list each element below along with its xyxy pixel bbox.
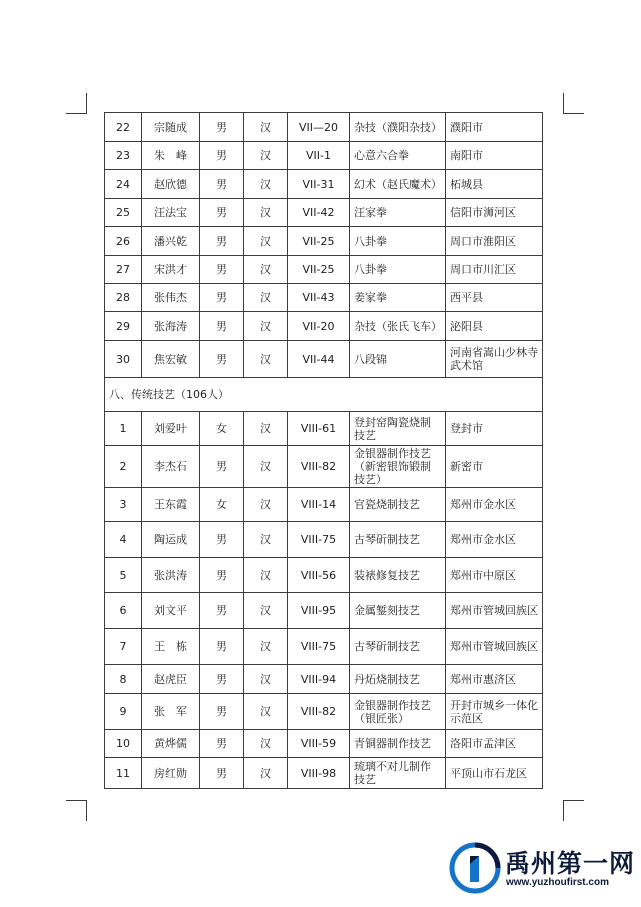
table-row bbox=[105, 312, 543, 341]
ethnicity-cell: 汉 bbox=[244, 665, 288, 694]
table-row bbox=[105, 412, 543, 446]
table-row bbox=[105, 113, 543, 142]
table-row bbox=[105, 341, 543, 378]
inheritor-name-cell: 王 栋 bbox=[142, 629, 200, 665]
inheritor-name-cell: 王东霞 bbox=[142, 488, 200, 522]
region-cell: 周口市川汇区 bbox=[446, 256, 543, 284]
inheritor-name-cell: 张洪涛 bbox=[142, 558, 200, 593]
item-code-cell: VIII-95 bbox=[288, 593, 350, 629]
item-code-cell: VII-42 bbox=[288, 199, 350, 227]
gender-cell: 男 bbox=[200, 593, 244, 629]
table-body-traditional-crafts bbox=[105, 412, 543, 789]
project-name-cell: 心意六合拳 bbox=[350, 142, 446, 170]
item-code-cell: VIII-75 bbox=[288, 629, 350, 665]
item-code-cell: VII-44 bbox=[288, 341, 350, 378]
row-number-cell: 23 bbox=[105, 142, 142, 170]
row-number-cell: 11 bbox=[105, 758, 142, 789]
row-number-cell: 10 bbox=[105, 730, 142, 758]
row-number-cell: 4 bbox=[105, 522, 142, 558]
row-number-cell: 22 bbox=[105, 113, 142, 142]
inheritor-name-cell: 朱 峰 bbox=[142, 142, 200, 170]
region-cell: 开封市城乡一体化示范区 bbox=[446, 694, 543, 730]
region-cell: 郑州市金水区 bbox=[446, 522, 543, 558]
ethnicity-cell: 汉 bbox=[244, 522, 288, 558]
gender-cell: 男 bbox=[200, 446, 244, 488]
project-name-cell: 丹炻烧制技艺 bbox=[350, 665, 446, 694]
row-number-cell: 25 bbox=[105, 199, 142, 227]
row-number-cell: 2 bbox=[105, 446, 142, 488]
region-cell: 洛阳市孟津区 bbox=[446, 730, 543, 758]
ethnicity-cell: 汉 bbox=[244, 142, 288, 170]
project-name-cell: 八卦拳 bbox=[350, 256, 446, 284]
gender-cell: 男 bbox=[200, 227, 244, 256]
inheritor-name-cell: 张海涛 bbox=[142, 312, 200, 341]
gender-cell: 女 bbox=[200, 412, 244, 446]
region-cell: 柘城县 bbox=[446, 170, 543, 199]
region-cell: 河南省嵩山少林寺武术馆 bbox=[446, 341, 543, 378]
project-name-cell: 金银器制作技艺（银匠张） bbox=[350, 694, 446, 730]
ethnicity-cell: 汉 bbox=[244, 312, 288, 341]
crop-mark-bottom-left bbox=[66, 800, 87, 821]
project-name-cell: 官瓷烧制技艺 bbox=[350, 488, 446, 522]
row-number-cell: 24 bbox=[105, 170, 142, 199]
region-cell: 南阳市 bbox=[446, 142, 543, 170]
item-code-cell: VIII-56 bbox=[288, 558, 350, 593]
table-row bbox=[105, 522, 543, 558]
inheritor-name-cell: 赵虎臣 bbox=[142, 665, 200, 694]
gender-cell: 男 bbox=[200, 312, 244, 341]
gender-cell: 女 bbox=[200, 488, 244, 522]
ethnicity-cell: 汉 bbox=[244, 694, 288, 730]
table-row bbox=[105, 730, 543, 758]
project-name-cell: 杂技（张氏飞车） bbox=[350, 312, 446, 341]
row-number-cell: 29 bbox=[105, 312, 142, 341]
project-name-cell: 汪家拳 bbox=[350, 199, 446, 227]
ethnicity-cell: 汉 bbox=[244, 199, 288, 227]
table-row bbox=[105, 170, 543, 199]
gender-cell: 男 bbox=[200, 558, 244, 593]
project-name-cell: 装裱修复技艺 bbox=[350, 558, 446, 593]
ethnicity-cell: 汉 bbox=[244, 284, 288, 312]
ethnicity-cell: 汉 bbox=[244, 758, 288, 789]
ethnicity-cell: 汉 bbox=[244, 629, 288, 665]
inheritor-name-cell: 潘兴乾 bbox=[142, 227, 200, 256]
gender-cell: 男 bbox=[200, 694, 244, 730]
table-row bbox=[105, 558, 543, 593]
region-cell: 周口市淮阳区 bbox=[446, 227, 543, 256]
region-cell: 郑州市管城回族区 bbox=[446, 593, 543, 629]
item-code-cell: VIII-98 bbox=[288, 758, 350, 789]
table-row bbox=[105, 256, 543, 284]
gender-cell: 男 bbox=[200, 758, 244, 789]
region-cell: 平顶山市石龙区 bbox=[446, 758, 543, 789]
table-row bbox=[105, 665, 543, 694]
row-number-cell: 6 bbox=[105, 593, 142, 629]
logo-mark-icon bbox=[449, 842, 501, 894]
item-code-cell: VIII-75 bbox=[288, 522, 350, 558]
gender-cell: 男 bbox=[200, 522, 244, 558]
region-cell: 登封市 bbox=[446, 412, 543, 446]
row-number-cell: 26 bbox=[105, 227, 142, 256]
table-row bbox=[105, 284, 543, 312]
row-number-cell: 30 bbox=[105, 341, 142, 378]
item-code-cell: VIII-94 bbox=[288, 665, 350, 694]
ethnicity-cell: 汉 bbox=[244, 558, 288, 593]
project-name-cell: 金银器制作技艺（新密银饰锻制技艺） bbox=[350, 446, 446, 488]
inheritor-name-cell: 赵欣德 bbox=[142, 170, 200, 199]
ethnicity-cell: 汉 bbox=[244, 488, 288, 522]
item-code-cell: VII-31 bbox=[288, 170, 350, 199]
row-number-cell: 27 bbox=[105, 256, 142, 284]
crop-mark-top-right bbox=[563, 93, 584, 114]
table-row bbox=[105, 446, 543, 488]
gender-cell: 男 bbox=[200, 629, 244, 665]
project-name-cell: 八卦拳 bbox=[350, 227, 446, 256]
ethnicity-cell: 汉 bbox=[244, 341, 288, 378]
logo-title: 禹州第一网 bbox=[505, 849, 636, 878]
ethnicity-cell: 汉 bbox=[244, 256, 288, 284]
table-row bbox=[105, 629, 543, 665]
project-name-cell: 青铜器制作技艺 bbox=[350, 730, 446, 758]
ethnicity-cell: 汉 bbox=[244, 227, 288, 256]
item-code-cell: VIII-82 bbox=[288, 694, 350, 730]
crop-mark-bottom-right bbox=[563, 800, 584, 821]
region-cell: 泌阳县 bbox=[446, 312, 543, 341]
item-code-cell: VII-1 bbox=[288, 142, 350, 170]
item-code-cell: VIII-14 bbox=[288, 488, 350, 522]
table-row bbox=[105, 199, 543, 227]
item-code-cell: VIII-82 bbox=[288, 446, 350, 488]
ethnicity-cell: 汉 bbox=[244, 446, 288, 488]
table-row bbox=[105, 758, 543, 789]
row-number-cell: 7 bbox=[105, 629, 142, 665]
row-number-cell: 9 bbox=[105, 694, 142, 730]
project-name-cell: 登封窑陶瓷烧制技艺 bbox=[350, 412, 446, 446]
inheritor-name-cell: 房红勋 bbox=[142, 758, 200, 789]
item-code-cell: VII-25 bbox=[288, 227, 350, 256]
region-cell: 西平县 bbox=[446, 284, 543, 312]
gender-cell: 男 bbox=[200, 113, 244, 142]
inheritor-name-cell: 宗随成 bbox=[142, 113, 200, 142]
crop-mark-top-left bbox=[66, 93, 87, 114]
section-header-group bbox=[105, 378, 543, 412]
inheritor-name-cell: 宋洪才 bbox=[142, 256, 200, 284]
row-number-cell: 3 bbox=[105, 488, 142, 522]
project-name-cell: 姜家拳 bbox=[350, 284, 446, 312]
ethnicity-cell: 汉 bbox=[244, 730, 288, 758]
region-cell: 信阳市浉河区 bbox=[446, 199, 543, 227]
ethnicity-cell: 汉 bbox=[244, 412, 288, 446]
item-code-cell: VII-25 bbox=[288, 256, 350, 284]
item-code-cell: VIII-59 bbox=[288, 730, 350, 758]
region-cell: 新密市 bbox=[446, 446, 543, 488]
inheritor-name-cell: 陶运成 bbox=[142, 522, 200, 558]
region-cell: 郑州市中原区 bbox=[446, 558, 543, 593]
region-cell: 濮阳市 bbox=[446, 113, 543, 142]
ethnicity-cell: 汉 bbox=[244, 170, 288, 199]
inheritor-table bbox=[104, 112, 543, 789]
gender-cell: 男 bbox=[200, 284, 244, 312]
row-number-cell: 1 bbox=[105, 412, 142, 446]
inheritor-name-cell: 李杰石 bbox=[142, 446, 200, 488]
project-name-cell: 幻术（赵氏魔术） bbox=[350, 170, 446, 199]
inheritor-name-cell: 焦宏敏 bbox=[142, 341, 200, 378]
item-code-cell: VII-20 bbox=[288, 312, 350, 341]
inheritor-name-cell: 黄烨儒 bbox=[142, 730, 200, 758]
row-number-cell: 28 bbox=[105, 284, 142, 312]
gender-cell: 男 bbox=[200, 665, 244, 694]
project-name-cell: 金属錾刻技艺 bbox=[350, 593, 446, 629]
inheritor-name-cell: 张 军 bbox=[142, 694, 200, 730]
project-name-cell: 古琴斫制技艺 bbox=[350, 629, 446, 665]
item-code-cell: VIII-61 bbox=[288, 412, 350, 446]
inheritor-name-cell: 刘爱叶 bbox=[142, 412, 200, 446]
item-code-cell: VII—20 bbox=[288, 113, 350, 142]
table-row bbox=[105, 488, 543, 522]
table-row bbox=[105, 694, 543, 730]
ethnicity-cell: 汉 bbox=[244, 593, 288, 629]
logo-url: www.yuzhoufirst.com bbox=[506, 877, 609, 888]
table-row bbox=[105, 227, 543, 256]
inheritor-name-cell: 张伟杰 bbox=[142, 284, 200, 312]
ethnicity-cell: 汉 bbox=[244, 113, 288, 142]
project-name-cell: 琉璃不对儿制作技艺 bbox=[350, 758, 446, 789]
region-cell: 郑州市惠济区 bbox=[446, 665, 543, 694]
inheritor-name-cell: 汪法宝 bbox=[142, 199, 200, 227]
table-row bbox=[105, 142, 543, 170]
item-code-cell: VII-43 bbox=[288, 284, 350, 312]
gender-cell: 男 bbox=[200, 199, 244, 227]
gender-cell: 男 bbox=[200, 256, 244, 284]
project-name-cell: 古琴斫制技艺 bbox=[350, 522, 446, 558]
region-cell: 郑州市金水区 bbox=[446, 488, 543, 522]
inheritor-name-cell: 刘文平 bbox=[142, 593, 200, 629]
section-title: 八、传统技艺（106人） bbox=[105, 378, 543, 412]
gender-cell: 男 bbox=[200, 730, 244, 758]
site-logo[interactable] bbox=[449, 842, 636, 894]
project-name-cell: 杂技（濮阳杂技） bbox=[350, 113, 446, 142]
section-header-row bbox=[105, 378, 543, 412]
row-number-cell: 8 bbox=[105, 665, 142, 694]
table-body-martial-arts bbox=[105, 113, 543, 378]
table-row bbox=[105, 593, 543, 629]
region-cell: 郑州市管城回族区 bbox=[446, 629, 543, 665]
gender-cell: 男 bbox=[200, 170, 244, 199]
row-number-cell: 5 bbox=[105, 558, 142, 593]
project-name-cell: 八段锦 bbox=[350, 341, 446, 378]
gender-cell: 男 bbox=[200, 341, 244, 378]
gender-cell: 男 bbox=[200, 142, 244, 170]
